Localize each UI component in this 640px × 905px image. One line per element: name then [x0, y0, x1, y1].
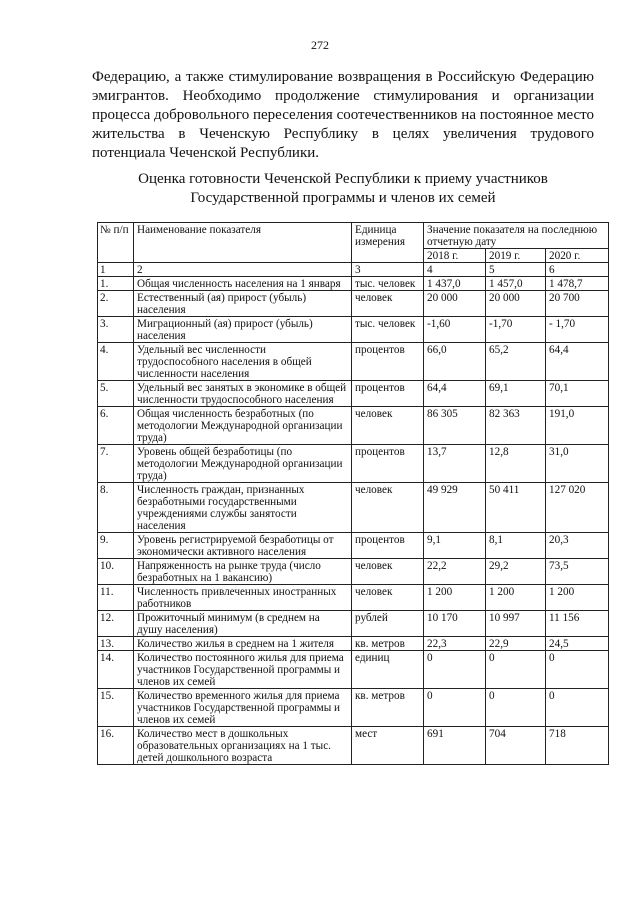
- table-title-line-2: Государственной программы и членов их семей: [190, 190, 496, 206]
- value-2018: 691: [424, 727, 486, 765]
- column-number: 1: [98, 263, 134, 277]
- indicator-name: Миграционный (ая) прирост (убыль) населения: [134, 317, 352, 343]
- value-2019: 69,1: [486, 381, 546, 407]
- indicator-name: Удельный вес занятых в экономике в общей численности трудоспособного населения: [134, 381, 352, 407]
- table-row: [98, 689, 609, 727]
- row-number: 3.: [98, 317, 134, 343]
- indicator-unit: мест: [352, 727, 424, 765]
- indicator-unit: кв. метров: [352, 689, 424, 727]
- value-2018: 49 929: [424, 483, 486, 533]
- row-number: 16.: [98, 727, 134, 765]
- value-2018: 10 170: [424, 611, 486, 637]
- value-2020: 11 156: [546, 611, 609, 637]
- table-row: [98, 533, 609, 559]
- indicator-name: Количество временного жилья для приема участников Государственной программы и членов их семей: [134, 689, 352, 727]
- value-2019: 704: [486, 727, 546, 765]
- row-number: 11.: [98, 585, 134, 611]
- row-number: 14.: [98, 651, 134, 689]
- table-row: [98, 291, 609, 317]
- value-2020: 191,0: [546, 407, 609, 445]
- table-row: [98, 651, 609, 689]
- value-2020: 73,5: [546, 559, 609, 585]
- value-2020: 70,1: [546, 381, 609, 407]
- column-number: 4: [424, 263, 486, 277]
- header-year-2019: 2019 г.: [486, 249, 546, 263]
- column-number: 2: [134, 263, 352, 277]
- value-2018: 9,1: [424, 533, 486, 559]
- value-2020: 1 478,7: [546, 277, 609, 291]
- value-2019: 10 997: [486, 611, 546, 637]
- header-name: Наименование показателя: [134, 223, 352, 263]
- value-2019: 0: [486, 689, 546, 727]
- indicators-table: [97, 222, 609, 765]
- indicator-unit: процентов: [352, 533, 424, 559]
- value-2018: 1 200: [424, 585, 486, 611]
- table-row: [98, 445, 609, 483]
- value-2019: 8,1: [486, 533, 546, 559]
- table-row: [98, 407, 609, 445]
- indicator-unit: процентов: [352, 381, 424, 407]
- header-year-2020: 2020 г.: [546, 249, 609, 263]
- value-2018: 22,3: [424, 637, 486, 651]
- value-2019: 22,9: [486, 637, 546, 651]
- indicator-name: Уровень общей безработицы (по методологии Международной организации труда): [134, 445, 352, 483]
- value-2020: 718: [546, 727, 609, 765]
- indicator-name: Общая численность безработных (по методологии Международной организации труда): [134, 407, 352, 445]
- table-row: [98, 637, 609, 651]
- value-2018: 0: [424, 651, 486, 689]
- indicator-unit: человек: [352, 291, 424, 317]
- value-2020: 20,3: [546, 533, 609, 559]
- indicator-name: Уровень регистрируемой безработицы от экономически активного населения: [134, 533, 352, 559]
- indicator-name: Естественный (ая) прирост (убыль) населения: [134, 291, 352, 317]
- value-2020: 31,0: [546, 445, 609, 483]
- row-number: 7.: [98, 445, 134, 483]
- indicator-name: Напряженность на рынке труда (число безработных на 1 вакансию): [134, 559, 352, 585]
- value-2018: 66,0: [424, 343, 486, 381]
- value-2018: 1 437,0: [424, 277, 486, 291]
- value-2019: 65,2: [486, 343, 546, 381]
- value-2019: -1,70: [486, 317, 546, 343]
- value-2019: 1 200: [486, 585, 546, 611]
- indicator-name: Общая численность населения на 1 января: [134, 277, 352, 291]
- table-body: [98, 277, 609, 765]
- row-number: 8.: [98, 483, 134, 533]
- value-2019: 50 411: [486, 483, 546, 533]
- indicator-name: Количество жилья в среднем на 1 жителя: [134, 637, 352, 651]
- indicator-name: Прожиточный минимум (в среднем на душу населения): [134, 611, 352, 637]
- table-row: [98, 611, 609, 637]
- value-2019: 12,8: [486, 445, 546, 483]
- indicator-unit: процентов: [352, 343, 424, 381]
- indicator-name: Численность привлеченных иностранных работников: [134, 585, 352, 611]
- value-2020: 127 020: [546, 483, 609, 533]
- page-number: 272: [311, 38, 329, 52]
- table-row: [98, 727, 609, 765]
- table-row: [98, 381, 609, 407]
- row-number: 15.: [98, 689, 134, 727]
- row-number: 4.: [98, 343, 134, 381]
- indicator-name: Удельный вес численности трудоспособного населения в общей численности населения: [134, 343, 352, 381]
- value-2020: - 1,70: [546, 317, 609, 343]
- indicator-unit: человек: [352, 559, 424, 585]
- indicator-name: Количество мест в дошкольных образовательных организациях на 1 тыс. детей дошкольного возраста: [134, 727, 352, 765]
- table-title: [92, 170, 594, 208]
- table-row: [98, 343, 609, 381]
- value-2019: 0: [486, 651, 546, 689]
- value-2018: 13,7: [424, 445, 486, 483]
- header-value: Значение показателя на последнюю отчетную дату: [424, 223, 609, 249]
- value-2020: 64,4: [546, 343, 609, 381]
- indicator-unit: единиц: [352, 651, 424, 689]
- indicator-unit: человек: [352, 585, 424, 611]
- value-2019: 29,2: [486, 559, 546, 585]
- row-number: 12.: [98, 611, 134, 637]
- indicator-unit: человек: [352, 483, 424, 533]
- value-2020: 24,5: [546, 637, 609, 651]
- indicator-unit: тыс. человек: [352, 277, 424, 291]
- value-2018: 22,2: [424, 559, 486, 585]
- value-2020: 20 700: [546, 291, 609, 317]
- indicator-unit: тыс. человек: [352, 317, 424, 343]
- table-row: [98, 277, 609, 291]
- indicator-name: Количество постоянного жилья для приема участников Государственной программы и членов их семей: [134, 651, 352, 689]
- row-number: 2.: [98, 291, 134, 317]
- column-number: 3: [352, 263, 424, 277]
- indicator-unit: рублей: [352, 611, 424, 637]
- value-2019: 20 000: [486, 291, 546, 317]
- table-row: [98, 317, 609, 343]
- table-title-line-1: Оценка готовности Чеченской Республики к приему участников: [138, 171, 548, 187]
- header-unit: Единица измерения: [352, 223, 424, 263]
- indicator-unit: кв. метров: [352, 637, 424, 651]
- row-number: 9.: [98, 533, 134, 559]
- table-row: [98, 559, 609, 585]
- value-2019: 82 363: [486, 407, 546, 445]
- intro-paragraph: Федерацию, а также стимулирование возвращения в Российскую Федерацию эмигрантов. Необходимо продолжение стимулирования и организации процесса добровольного переселения соотечественников на постоянное место жительства в Чеченскую Республику в целях увеличения трудового потенциала Чеченской Республики.: [92, 69, 594, 161]
- indicator-unit: процентов: [352, 445, 424, 483]
- row-number: 5.: [98, 381, 134, 407]
- value-2018: 20 000: [424, 291, 486, 317]
- indicator-unit: человек: [352, 407, 424, 445]
- value-2020: 0: [546, 689, 609, 727]
- value-2018: 64,4: [424, 381, 486, 407]
- column-number: 5: [486, 263, 546, 277]
- column-number: 6: [546, 263, 609, 277]
- value-2018: -1,60: [424, 317, 486, 343]
- table-row: [98, 585, 609, 611]
- column-number-row: [98, 263, 609, 277]
- value-2020: 1 200: [546, 585, 609, 611]
- table-header-row: [98, 223, 609, 249]
- value-2018: 0: [424, 689, 486, 727]
- value-2020: 0: [546, 651, 609, 689]
- value-2018: 86 305: [424, 407, 486, 445]
- row-number: 10.: [98, 559, 134, 585]
- value-2019: 1 457,0: [486, 277, 546, 291]
- table-row: [98, 483, 609, 533]
- row-number: 13.: [98, 637, 134, 651]
- header-year-2018: 2018 г.: [424, 249, 486, 263]
- indicator-name: Численность граждан, признанных безработными государственными учреждениями службы занятости населения: [134, 483, 352, 533]
- row-number: 6.: [98, 407, 134, 445]
- row-number: 1.: [98, 277, 134, 291]
- header-num: № п/п: [98, 223, 134, 263]
